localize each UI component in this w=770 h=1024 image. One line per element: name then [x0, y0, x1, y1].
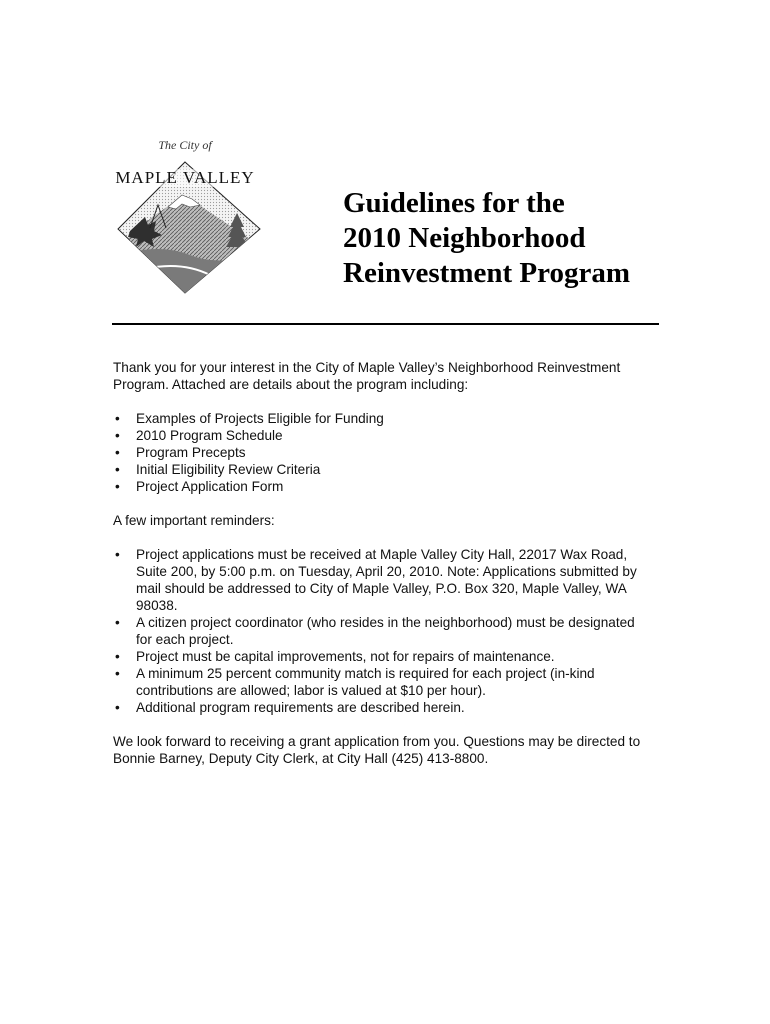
list-item: • Initial Eligibility Review Criteria: [115, 462, 321, 477]
city-logo: [110, 135, 270, 295]
list-item: • A citizen project coordinator (who resides in the neighborhood) must be designated for each project.: [115, 615, 635, 647]
closing-line-2: Bonnie Barney, Deputy City Clerk, at City Hall (425) 413-8800.: [113, 751, 489, 766]
bullet-icon: •: [115, 428, 120, 443]
bullet-icon: •: [115, 666, 120, 681]
bullet-icon: •: [115, 649, 120, 664]
list-item: • Project applications must be received at Maple Valley City Hall, 22017 Wax Road, Suite 200, by 5:00 p.m. on Tuesday, April 20, 2010. Note: Applications submitted by mail should be addressed to City of Maple Valley, P.O. Box 320, Maple Valley, WA 98038.: [115, 547, 637, 613]
intro-paragraph: [113, 359, 661, 393]
intro-line-2: Program. Attached are details about the program including:: [113, 377, 469, 392]
title-line-3: Reinvestment Program: [343, 257, 630, 289]
closing-line-1: We look forward to receiving a grant application from you. Questions may be directed to: [113, 734, 641, 749]
document-title: [343, 186, 743, 291]
letter-body: [113, 359, 661, 767]
list-item: • Project must be capital improvements, not for repairs of maintenance.: [115, 649, 555, 664]
reminders-list: [113, 546, 661, 716]
logo-city-name: MAPLE VALLEY: [115, 168, 255, 187]
bullet-icon: •: [115, 615, 120, 630]
title-line-1: Guidelines for the: [343, 187, 565, 219]
reminders-heading: A few important reminders:: [113, 513, 275, 528]
bullet-icon: •: [115, 411, 120, 426]
included-items-list: [113, 410, 661, 495]
bullet-icon: •: [115, 445, 120, 460]
intro-line-1: Thank you for your interest in the City of Maple Valley’s Neighborhood Reinvestment: [113, 360, 621, 375]
maple-valley-emblem: [110, 135, 270, 295]
list-item: • Examples of Projects Eligible for Funding: [115, 411, 384, 426]
header-divider: [112, 323, 659, 325]
logo-small-text: The City of: [158, 138, 212, 152]
list-item: • Additional program requirements are described herein.: [115, 700, 465, 715]
bullet-icon: •: [115, 700, 120, 715]
bullet-icon: •: [115, 462, 120, 477]
list-item: • 2010 Program Schedule: [115, 428, 283, 443]
closing-paragraph: [113, 733, 661, 767]
title-line-2: 2010 Neighborhood: [343, 222, 586, 254]
bullet-icon: •: [115, 547, 120, 562]
list-item: • Project Application Form: [115, 479, 284, 494]
bullet-icon: •: [115, 479, 120, 494]
list-item: • A minimum 25 percent community match is required for each project (in-kind contributions are allowed; labor is valued at $10 per hour).: [115, 666, 595, 698]
list-item: • Program Precepts: [115, 445, 246, 460]
